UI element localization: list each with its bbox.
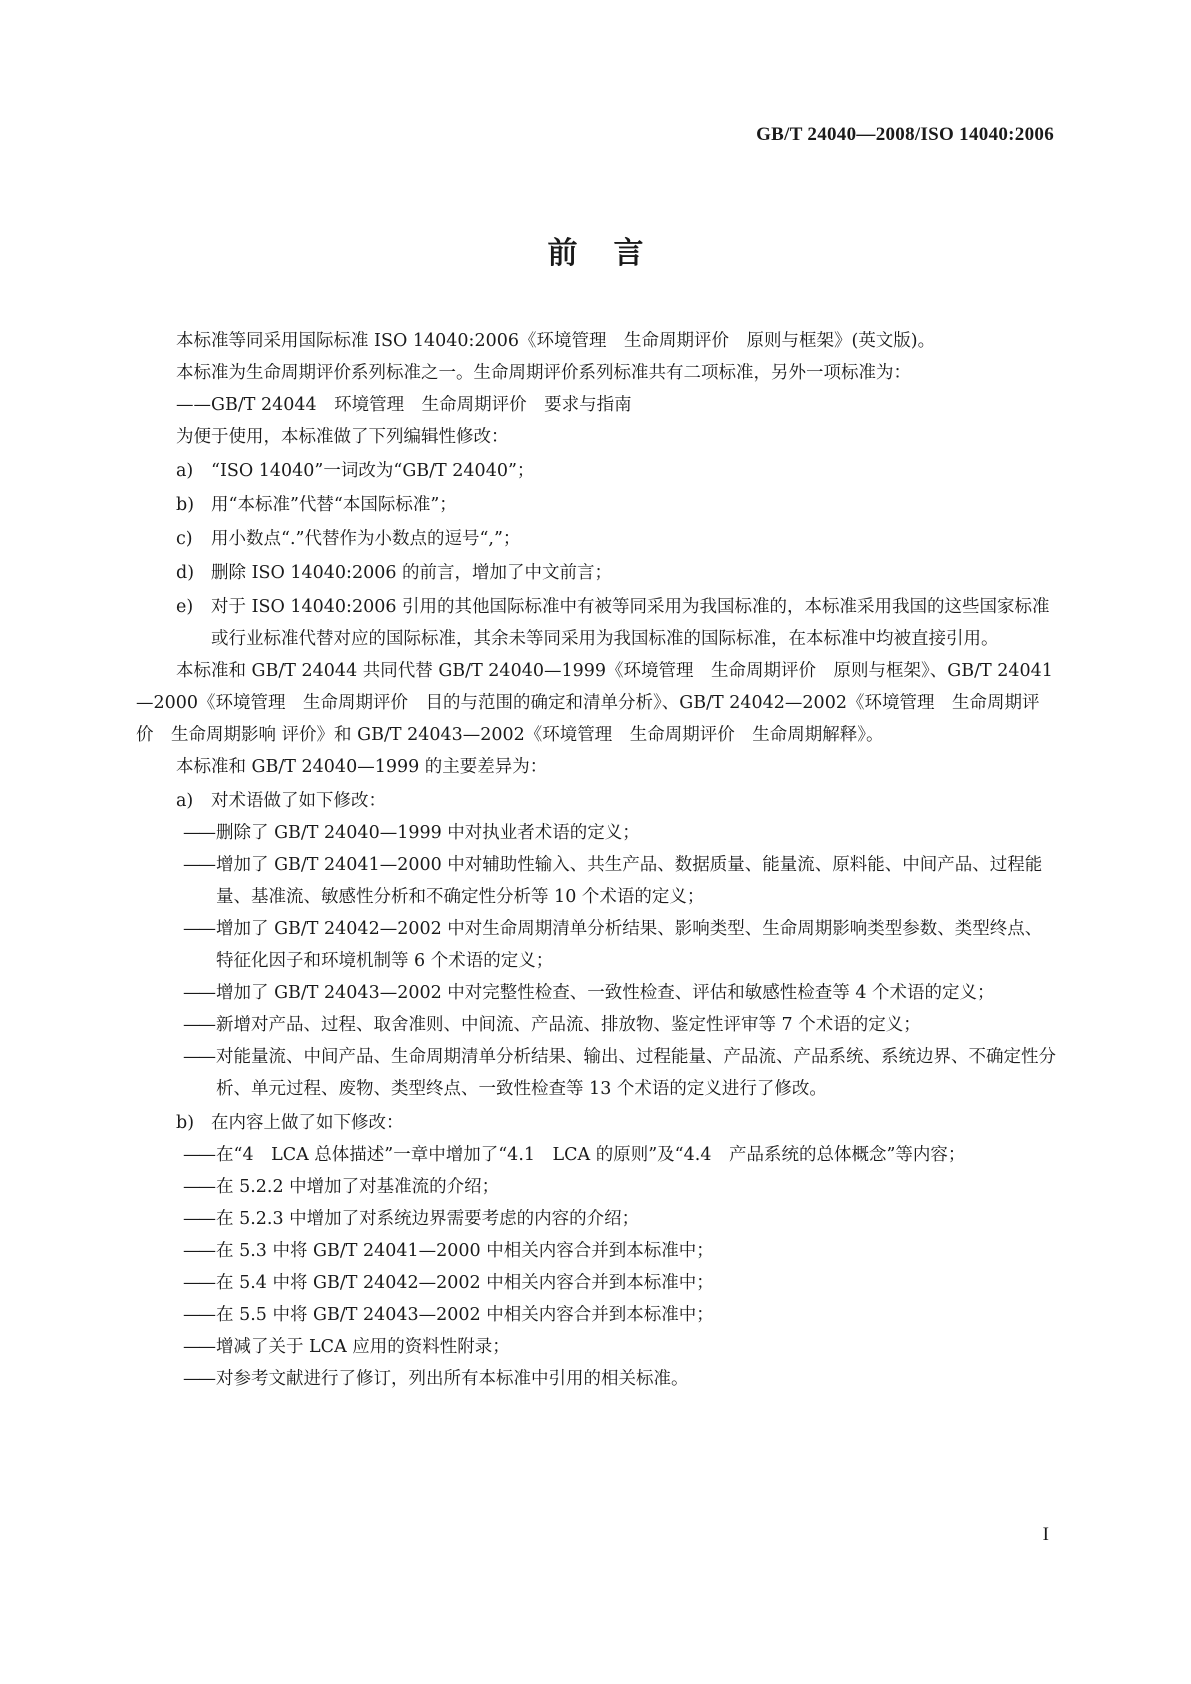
dash-item	[136, 849, 1056, 913]
dash-text: 新增对产品、过程、取舍准则、中间流、产品流、排放物、鉴定性评审等 7 个术语的定义；	[216, 1015, 921, 1035]
dash-item	[136, 1171, 1056, 1203]
list-label: e)	[176, 597, 194, 617]
dash-item	[136, 1041, 1056, 1105]
differences-b	[136, 1107, 1056, 1139]
editorial-changes-list	[136, 455, 1056, 655]
list-item	[136, 455, 1056, 487]
list-label: b)	[176, 1113, 195, 1133]
dash-text: 在 5.3 中将 GB/T 24041—2000 中相关内容合并到本标准中；	[216, 1241, 714, 1261]
dash-mark: ——	[183, 1145, 214, 1165]
dash-item	[136, 1299, 1056, 1331]
paragraph-related-standard: ——GB/T 24044 环境管理 生命周期评价 要求与指南	[176, 395, 632, 415]
dash-item	[136, 1363, 1056, 1395]
dash-text: 增加了 GB/T 24043—2002 中对完整性检查、一致性检查、评估和敏感性检查等 4 个术语的定义；	[216, 983, 995, 1003]
dash-mark: ——	[183, 1337, 214, 1357]
list-text: “ISO 14040”一词改为“GB/T 24040”；	[211, 461, 535, 481]
dash-text: 对能量流、中间产品、生命周期清单分析结果、输出、过程能量、产品流、产品系统、系统边界、不确定性分析、单元过程、废物、类型终点、一致性检查等 13 个术语的定义进行了修改。	[216, 1047, 1056, 1099]
list-label: a)	[176, 461, 194, 481]
dash-text: 在“4 LCA 总体描述”一章中增加了“4.1 LCA 的原则”及“4.4 产品系统的总体概念”等内容；	[216, 1145, 966, 1165]
page-number: I	[1042, 1524, 1049, 1545]
list-item	[136, 557, 1056, 589]
page-title: 前言	[547, 236, 680, 271]
list-text: 对术语做了如下修改：	[211, 791, 386, 811]
dash-item	[136, 817, 1056, 849]
dash-text: 增加了 GB/T 24041—2000 中对辅助性输入、共生产品、数据质量、能量流、原料能、中间产品、过程能量、基准流、敏感性分析和不确定性分析等 10 个术语的定义；	[216, 855, 1043, 907]
dash-text: 在 5.2.3 中增加了对系统边界需要考虑的内容的介绍；	[216, 1209, 640, 1229]
paragraph-series: 本标准为生命周期评价系列标准之一。生命周期评价系列标准共有二项标准，另外一项标准为：	[176, 363, 911, 383]
paragraph-differences-intro: 本标准和 GB/T 24040—1999 的主要差异为：	[176, 757, 548, 777]
differences-a	[136, 785, 1056, 817]
list-text: 用小数点“.”代替作为小数点的逗号“,”；	[211, 529, 521, 549]
dash-item	[136, 977, 1056, 1009]
dash-text: 删除了 GB/T 24040—1999 中对执业者术语的定义；	[216, 823, 640, 843]
list-item	[136, 591, 1056, 655]
dash-mark: ——	[183, 823, 214, 843]
dash-item	[136, 1139, 1056, 1171]
dash-mark: ——	[183, 1369, 214, 1389]
list-text: 在内容上做了如下修改：	[211, 1113, 404, 1133]
list-text: 删除 ISO 14040:2006 的前言，增加了中文前言；	[211, 563, 613, 583]
list-item	[136, 489, 1056, 521]
standard-code-header: GB/T 24040—2008/ISO 14040:2006	[756, 124, 1054, 145]
content-changes-list	[136, 1139, 1056, 1395]
dash-item	[136, 1267, 1056, 1299]
dash-mark: ——	[183, 1047, 214, 1067]
list-label: b)	[176, 495, 195, 515]
terms-changes-list	[136, 817, 1056, 1105]
dash-mark: ——	[183, 1015, 214, 1035]
dash-text: 增减了关于 LCA 应用的资料性附录；	[216, 1337, 510, 1357]
list-label: a)	[176, 791, 194, 811]
dash-text: 在 5.4 中将 GB/T 24042—2002 中相关内容合并到本标准中；	[216, 1273, 714, 1293]
dash-text: 对参考文献进行了修订，列出所有本标准中引用的相关标准。	[216, 1369, 689, 1389]
dash-mark: ——	[183, 1177, 214, 1197]
paragraph-adoption: 本标准等同采用国际标准 ISO 14040:2006《环境管理 生命周期评价 原则与框架》(英文版)。	[176, 331, 936, 351]
paragraph-replacement: 本标准和 GB/T 24044 共同代替 GB/T 24040—1999《环境管理 生命周期评价 原则与框架》、GB/T 24041—2000《环境管理 生命周期评价 目的与范围的确定和清单分析》、GB/T 24042—2002《环境管理 生命周期评价 生命周期影响 评价》和 GB/T 24043—2002《环境管理 生命周期评价 生命周期解释》。	[136, 661, 1053, 745]
dash-mark: ——	[183, 1305, 214, 1325]
dash-mark: ——	[183, 1209, 214, 1229]
dash-item	[136, 1235, 1056, 1267]
list-label: d)	[176, 563, 195, 583]
dash-mark: ——	[183, 1241, 214, 1261]
dash-text: 在 5.2.2 中增加了对基准流的介绍；	[216, 1177, 500, 1197]
list-text: 用“本标准”代替“本国际标准”；	[211, 495, 457, 515]
foreword-body	[136, 325, 1056, 1395]
paragraph-editorial-intro: 为便于使用，本标准做了下列编辑性修改：	[176, 427, 509, 447]
list-item	[136, 523, 1056, 555]
dash-item	[136, 913, 1056, 977]
dash-text: 在 5.5 中将 GB/T 24043—2002 中相关内容合并到本标准中；	[216, 1305, 714, 1325]
dash-text: 增加了 GB/T 24042—2002 中对生命周期清单分析结果、影响类型、生命周期影响类型参数、类型终点、特征化因子和环境机制等 6 个术语的定义；	[216, 919, 1043, 971]
dash-mark: ——	[183, 919, 214, 939]
list-label: c)	[176, 529, 193, 549]
list-text: 对于 ISO 14040:2006 引用的其他国际标准中有被等同采用为我国标准的，本标准采用我国的这些国家标准或行业标准代替对应的国际标准，其余未等同采用为我国标准的国际标准，在本标准中均被直接引用。	[211, 597, 1050, 649]
dash-mark: ——	[183, 1273, 214, 1293]
dash-item	[136, 1331, 1056, 1363]
dash-item	[136, 1009, 1056, 1041]
dash-mark: ——	[183, 983, 214, 1003]
dash-mark: ——	[183, 855, 214, 875]
dash-item	[136, 1203, 1056, 1235]
